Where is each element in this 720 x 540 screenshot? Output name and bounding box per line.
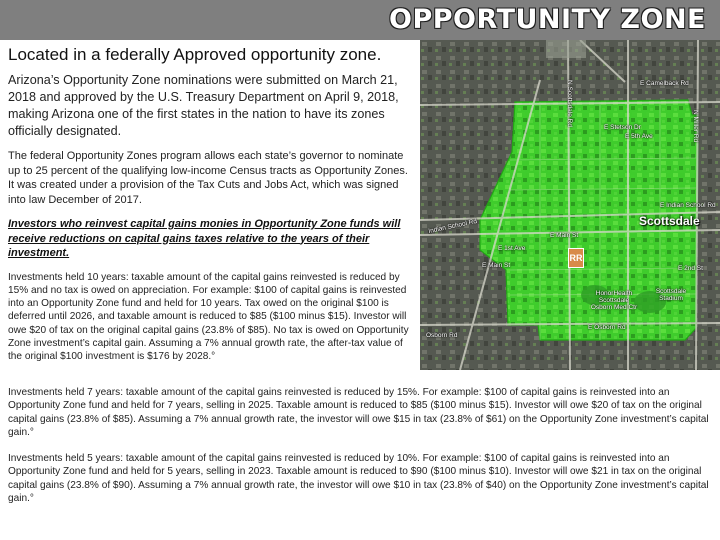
map-label-stadium: Scottsdale Stadium xyxy=(655,288,687,302)
opportunity-zone-map xyxy=(420,40,720,370)
bottom-text xyxy=(8,386,712,505)
road-label-miller-rd: N Miller Rd xyxy=(692,110,699,143)
city-label: Scottsdale xyxy=(639,214,700,228)
investments-5-year: Investments held 5 years: taxable amount of the capital gains reinvested is reduced by 10%. For example: $100 of capital gains is reinvested into an Opportunity Zone fund and held for 5 years, selling in 2023. Taxable amount is reduced to $90 ($100 minus $10). Investor will owe $21 in tax on the original capital gains (23.8% of $90). Assuming a 7% annual growth rate, the investor will owe $10 in tax (23.8% of $40) on the Opportunity Zone investment’s capital gain.° xyxy=(8,453,709,505)
road-label-scottsdale-rd: N Scottsdale Rd xyxy=(566,80,573,127)
road-label-stetson: E Stetson Dr xyxy=(604,124,641,131)
road-label-osborn: E Osborn Rd xyxy=(588,324,626,331)
road-label-first-ave: E 1st Ave xyxy=(498,245,526,252)
headline: Located in a federally Approved opportunity zone. xyxy=(8,45,382,64)
road-label-main-c: E Main St xyxy=(550,232,579,239)
page-title: OPPORTUNITY ZONE xyxy=(389,4,706,35)
investments-7-year: Investments held 7 years: taxable amount of the capital gains reinvested is reduced by 15%. For example: $100 of capital gains is reinvested into an Opportunity Zone fund and held for 7 years, selling in 2025. Taxable amount is reduced to $85 ($100 minus $15). Investor will owe $20 of tax on the original capital gains (23.8% of $85). Assuming a 7% annual growth rate, the investor will owe $15 in tax (23.8% of $61) on the Opportunity Zone investment’s capital gain.° xyxy=(8,387,709,438)
road-label-second-st: E 2nd St xyxy=(678,265,703,272)
property-marker-icon: RR xyxy=(568,248,584,268)
investor-emphasis: Investors who reinvest capital gains monies in Opportunity Zone funds will receive reductions on capital gains taxes relative to the years of their investment. xyxy=(8,218,401,259)
road-label-indian-school-w: Indian School Rd xyxy=(427,217,478,236)
road-label-fifth-ave: E 5th Ave xyxy=(625,133,653,140)
intro-paragraph: Arizona’s Opportunity Zone nominations were submitted on March 21, 2018 and approved by the U.S. Treasury Department on April 9, 2018, making Arizona one of the first states in the nation to have its zones officially designated. xyxy=(8,73,399,138)
investments-10-year: Investments held 10 years: taxable amount of the capital gains reinvested is reduced by 15% and no tax is owed on appreciation. For example: $100 of capital gains is reinvested into an Opportunity Zone fund and held for 10 years. Tax owed on the original $100 is deferred until 2026, and taxable amount is reduced to $85 ($100 minus $15). Investor will owe $20 of tax on the original capital gains (23.8% of $85). No tax is owed on Opportunity Zone investment’s capital gain. Assuming a 7% annual growth rate, the after-tax value of the original $100 investment is $176 by 2028.° xyxy=(8,271,409,363)
road-label-camelback: E Camelback Rd xyxy=(640,80,689,87)
title-bar xyxy=(0,0,720,40)
map-label-honorhealth: HonorHealth Scottsdale Osborn Med Ctr xyxy=(590,290,638,311)
left-text-column xyxy=(8,44,413,364)
road-label-osborn-w: Osborn Rd xyxy=(426,332,458,339)
road-label-indian-school-e: E Indian School Rd xyxy=(660,202,716,209)
program-paragraph: The federal Opportunity Zones program allows each state’s governor to nominate up to 25 percent of the qualifying low-income Census tracts as Opportunity Zones. It was created under a provision of the Tax Cuts and Jobs Act, which was signed into law December of 2017. xyxy=(8,150,408,206)
road-label-main-w: E Main St xyxy=(482,262,511,269)
